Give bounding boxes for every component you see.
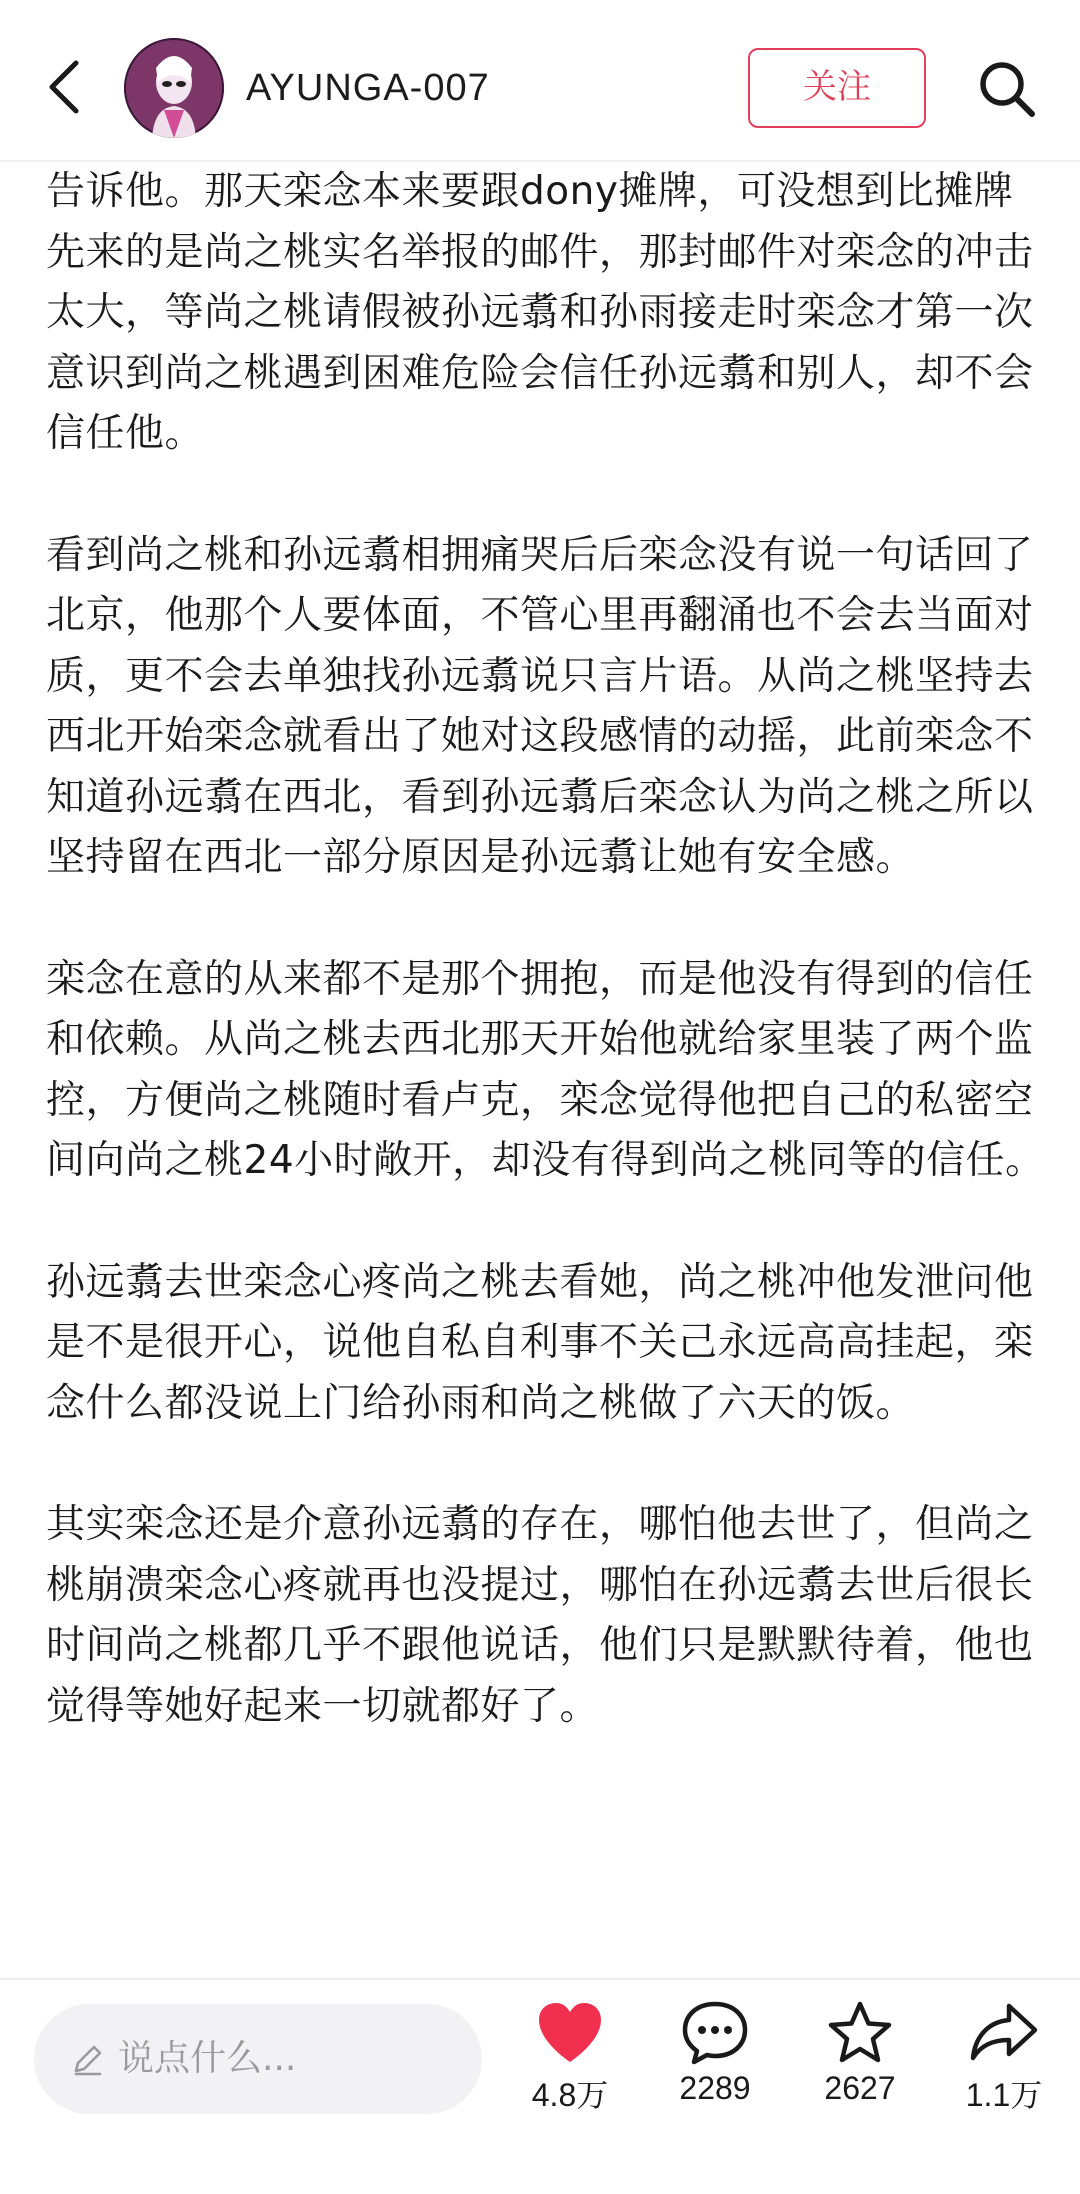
username[interactable]: AYUNGA-007 (246, 67, 490, 109)
avatar-image (124, 38, 224, 138)
like-button[interactable] (500, 2000, 640, 2150)
search-icon (974, 56, 1040, 122)
heart-icon (535, 2000, 605, 2066)
like-count: 4.8万 (531, 2077, 609, 2113)
comment-button[interactable] (645, 2000, 785, 2150)
post-paragraph: 告诉他。那天栾念本来要跟dony摊牌，可没想到比摊牌先来的是尚之桃实名举报的邮件，那封邮件对栾念的冲击太大，等尚之桃请假被孙远翥和孙雨接走时栾念才第一次意识到尚之桃遇到困难危险会信任孙远翥和别人，却不会信任他。 (46, 169, 1034, 456)
bottom-action-bar (0, 1978, 1080, 2194)
star-icon (825, 2000, 895, 2066)
follow-button[interactable]: 关注 (748, 48, 926, 128)
chevron-left-icon (44, 57, 84, 117)
post-paragraph: 栾念在意的从来都不是那个拥抱，而是他没有得到的信任和依赖。从尚之桃去西北那天开始他就给家里装了两个监控，方便尚之桃随时看卢克，栾念觉得他把自己的私密空间向尚之桃24小时敞开，却没有得到尚之桃同等的信任。 (46, 956, 1045, 1183)
pencil-icon (70, 2041, 106, 2077)
favorite-count: 2627 (824, 2070, 896, 2106)
share-button[interactable] (934, 2000, 1074, 2150)
post-paragraph: 孙远翥去世栾念心疼尚之桃去看她，尚之桃冲他发泄问他是不是很开心，说他自私自利事不关己永远高高挂起，栾念什么都没说上门给孙雨和尚之桃做了六天的饭。 (46, 1259, 1034, 1426)
post-paragraph: 看到尚之桃和孙远翥相拥痛哭后后栾念没有说一句话回了北京，他那个人要体面，不管心里再翻涌也不会去当面对质，更不会去单独找孙远翥说只言片语。从尚之桃坚持去西北开始栾念就看出了她对这段感情的动摇，此前栾念不知道孙远翥在西北，看到孙远翥后栾念认为尚之桃之所以坚持留在西北一部分原因是孙远翥让她有安全感。 (46, 532, 1034, 880)
search-button[interactable] (974, 56, 1040, 122)
favorite-button[interactable] (790, 2000, 930, 2150)
back-button[interactable] (40, 52, 88, 122)
post-body (46, 162, 1046, 1974)
avatar[interactable] (124, 38, 224, 138)
share-arrow-icon (967, 2000, 1041, 2066)
post-paragraph: 其实栾念还是介意孙远翥的存在，哪怕他去世了，但尚之桃崩溃栾念心疼就再也没提过，哪怕在孙远翥去世后很长时间尚之桃都几乎不跟他说话，他们只是默默待着，他也觉得等她好起来一切就都好了。 (46, 1502, 1034, 1729)
comment-placeholder: 说点什么... (118, 2038, 297, 2079)
comment-input[interactable] (34, 2004, 482, 2114)
comment-count: 2289 (679, 2070, 751, 2106)
comment-bubble-icon (680, 2000, 750, 2066)
share-count: 1.1万 (965, 2077, 1043, 2113)
top-bar (0, 0, 1080, 162)
